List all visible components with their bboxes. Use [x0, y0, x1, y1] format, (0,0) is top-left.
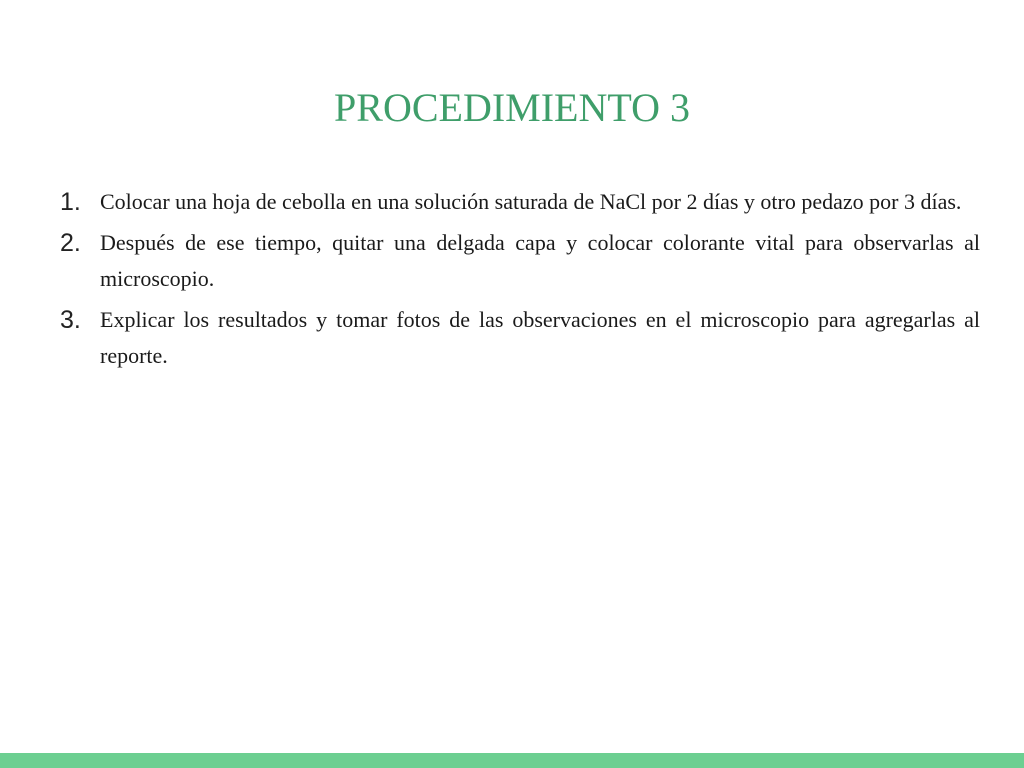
list-item: [60, 184, 980, 220]
step-text: Explicar los resultados y tomar fotos de las observaciones en el microscopio para agregarlas al reporte.: [100, 307, 980, 368]
step-text: Colocar una hoja de cebolla en una solución saturada de NaCl por 2 días y otro pedazo por 3 días.: [100, 189, 962, 214]
slide-title: PROCEDIMIENTO 3: [334, 85, 690, 130]
list-item: [60, 302, 980, 374]
step-number: 3.: [60, 306, 81, 334]
footer-accent-bar: [0, 753, 1024, 768]
list-item: [60, 225, 980, 297]
step-number: 2.: [60, 229, 81, 257]
step-number: 1.: [60, 188, 81, 216]
step-text: Después de ese tiempo, quitar una delgada capa y colocar colorante vital para observarlas al microscopio.: [100, 230, 980, 291]
procedure-steps-list: [60, 184, 980, 379]
